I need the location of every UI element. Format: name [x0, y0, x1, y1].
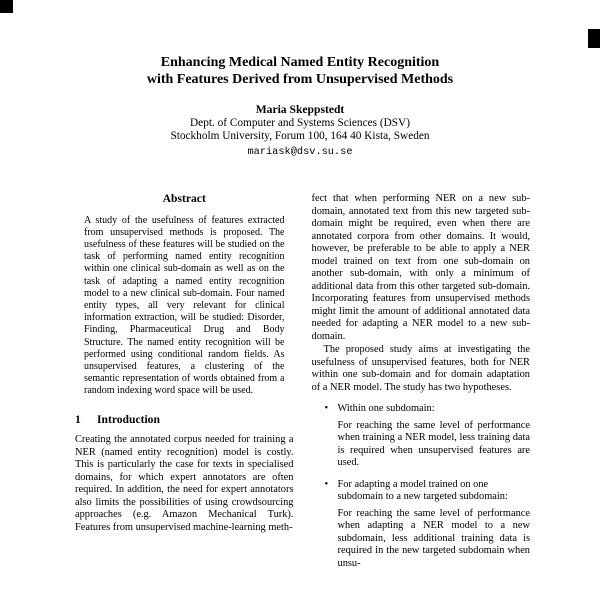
author-name: Maria Skeppstedt — [255, 103, 345, 116]
bullet-item-1 — [325, 403, 531, 416]
affiliation-line1: Dept. of Computer and Systems Sciences (DSV) — [190, 116, 410, 129]
left-column — [75, 193, 294, 600]
section-number: 1 — [75, 412, 81, 426]
author-email: mariask@dsv.su.se — [247, 145, 353, 158]
scan-corner-mark-top-left — [0, 0, 13, 13]
affiliation-line2: Stockholm University, Forum 100, 164 40 Kista, Sweden — [170, 130, 430, 142]
abstract-text: A study of the usefulness of features extracted from unsupervised methods is proposed. The usefulness of these features will be studied on the task of performing named entity recognition within one clinical sub-domain as well as on the task of adapting a named entity recognition model to a new clinical sub-domain. Four named entity types, all very relevant for clinical information extraction, will be studied: Disorder, Finding, Pharmaceutical Drug and Body Structure. The named entity recognition will be performed using conditional random fields. As unsupervised features, a clustering of the semantic representation of words obtained from a random indexing word space will be used. — [84, 214, 285, 397]
author-block — [0, 103, 600, 159]
paper-title-line2: with Features Derived from Unsupervised Methods — [146, 72, 454, 87]
bullet-icon: • — [324, 478, 329, 490]
section-heading-introduction — [75, 414, 294, 427]
bullet-2-label: For adapting a model trained on one subdomain to a new targeted subdomain: — [337, 478, 508, 502]
scan-edge-mark-right — [588, 29, 600, 48]
paper-title-line1: Enhancing Medical Named Entity Recognition — [160, 55, 440, 70]
bullet-1-body: For reaching the same level of performance when training a NER model, less training data is required when unsupervised features are used. — [337, 419, 530, 468]
bullet-1-label: Within one subdomain: — [337, 403, 435, 414]
bullet-2-body: For reaching the same level of performance when adapting a NER model to a new subdomain, less additional training data is required in the new targeted subdomain when unsu- — [337, 507, 530, 569]
introduction-paragraph: Creating the annotated corpus needed for training a NER (named entity recognition) model is costly. This is particularly the case for texts in specialised domains, for which expert annotators are often required. In addition, the need for expert annotators also limits the possibilities of using crowdsourcing approaches (e.g. Amazon Mechanical Turk). Features from unsupervised machine-learning meth- — [75, 434, 294, 533]
body-paragraph-hypotheses: The proposed study aims at investigating the usefulness of unsupervised features, both for NER within one sub-domain and for domain adaptation of a NER model. The study has two hypotheses. — [311, 344, 530, 393]
two-column-body — [75, 193, 530, 600]
paper-header — [0, 0, 600, 159]
section-title: Introduction — [97, 412, 160, 426]
bullet-icon: • — [324, 403, 329, 414]
paper-title — [0, 0, 600, 88]
body-paragraph-continuation: fect that when performing NER on a new sub-domain, annotated text from this new targeted sub-domain might be required, even when there are annotated corpora from other domains. It would, however, be preferable to be able to apply a NER model trained on text from one sub-domain on another sub-domain, with only a minimum of additional data from this other targeted sub-domain. Incorporating features from unsupervised methods might limit the amount of additional annotated data needed for adapting a NER model to a new sub-domain. — [311, 193, 530, 342]
right-column — [312, 193, 531, 600]
bullet-item-2 — [325, 479, 531, 504]
abstract-heading: Abstract — [162, 193, 206, 205]
